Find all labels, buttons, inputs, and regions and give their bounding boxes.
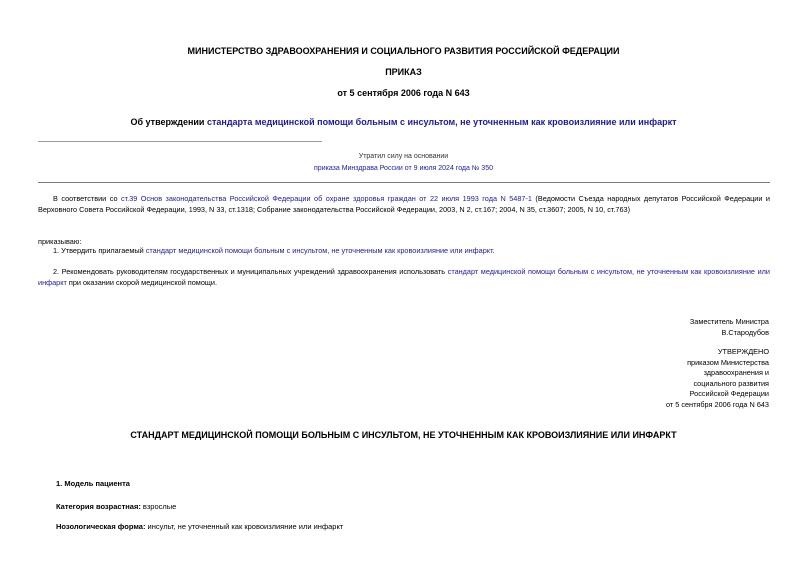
approval-line-3: здравоохранения и bbox=[703, 368, 769, 378]
preamble-law-link[interactable]: ст.39 Основ законодательства Российской Федерации об охране здоровья граждан от 22 июля 1993 года N 5487-1 bbox=[120, 194, 532, 203]
item1-prefix: 1. Утвердить прилагаемый bbox=[53, 246, 146, 255]
preamble-paragraph bbox=[38, 193, 770, 215]
age-category bbox=[56, 502, 176, 511]
doc-type-heading: ПРИКАЗ bbox=[385, 67, 422, 77]
item2-prefix: 2. Рекомендовать руководителям государственных и муниципальных учреждений здравоохранения использовать bbox=[53, 267, 448, 276]
approval-line-2: приказом Министерства bbox=[687, 357, 769, 367]
age-label: Категория возрастная: bbox=[56, 502, 141, 511]
item2-standard-link[interactable]: стандарт медицинской помощи больным с инсультом, не уточненным как кровоизлияние или инфаркт bbox=[38, 267, 770, 287]
noso-value: инсульт, не уточненный как кровоизлияние или инфаркт bbox=[145, 522, 344, 531]
noso-label: Нозологическая форма: bbox=[56, 522, 146, 531]
order-date: от 5 сентября 2006 года N 643 bbox=[337, 88, 470, 98]
approval-line-6: от 5 сентября 2006 года N 643 bbox=[666, 399, 769, 409]
ministry-heading: МИНИСТЕРСТВО ЗДРАВООХРАНЕНИЯ И СОЦИАЛЬНОГО РАЗВИТИЯ РОССИЙСКОЙ ФЕДЕРАЦИИ bbox=[187, 46, 620, 56]
divider-long bbox=[38, 182, 770, 183]
order-title-link[interactable]: стандарта медицинской помощи больным с инсультом, не уточненным как кровоизлияние или инфаркт bbox=[206, 117, 677, 127]
age-value: взрослые bbox=[140, 502, 177, 511]
item1-standard-link[interactable]: стандарт медицинской помощи больным с инсультом, не уточненным как кровоизлияние или инфаркт bbox=[145, 246, 493, 255]
signature-position: Заместитель Министра bbox=[689, 317, 769, 326]
order-title bbox=[0, 117, 807, 127]
lost-force-link[interactable]: приказа Минздрава России от 9 июля 2024 года № 350 bbox=[314, 165, 493, 172]
item2-suffix: при оказании скорой медицинской помощи. bbox=[66, 278, 217, 287]
standard-title: СТАНДАРТ МЕДИЦИНСКОЙ ПОМОЩИ БОЛЬНЫМ С ИНСУЛЬТОМ, НЕ УТОЧНЕННЫМ КАК КРОВОИЗЛИЯНИЕ ИЛИ ИНФАРКТ bbox=[130, 430, 677, 440]
lost-force-line bbox=[0, 165, 807, 172]
nosological-form bbox=[56, 522, 343, 531]
lost-force-note: Утратил силу на основании bbox=[358, 153, 449, 160]
order-item-1 bbox=[38, 245, 770, 256]
signature-block bbox=[690, 317, 769, 338]
order-word: приказываю: bbox=[38, 237, 82, 246]
preamble-suffix: (Ведомости Съезда народных депутатов Российской Федерации и Верховного Совета Российской Федерации, 1993, N 33, ст.1318; Собрание законодательства Российской Федерации, 2003, N 2, ст.167; 2004, N 35, ст.3607; 2005, N 10, ст.763) bbox=[38, 194, 770, 214]
item1-suffix: . bbox=[492, 246, 495, 255]
approval-line-1: УТВЕРЖДЕНО bbox=[717, 347, 769, 356]
order-title-prefix: Об утверждении bbox=[130, 117, 207, 127]
divider-short bbox=[38, 141, 322, 142]
signature-name: В.Стародубов bbox=[721, 327, 769, 337]
section-1-heading: 1. Модель пациента bbox=[56, 479, 130, 488]
approval-block bbox=[666, 347, 769, 411]
approval-line-4: социального развития bbox=[693, 378, 769, 388]
approval-line-5: Российской Федерации bbox=[689, 389, 769, 399]
preamble-prefix: В соответствии со bbox=[53, 194, 121, 203]
order-item-2 bbox=[38, 266, 770, 288]
